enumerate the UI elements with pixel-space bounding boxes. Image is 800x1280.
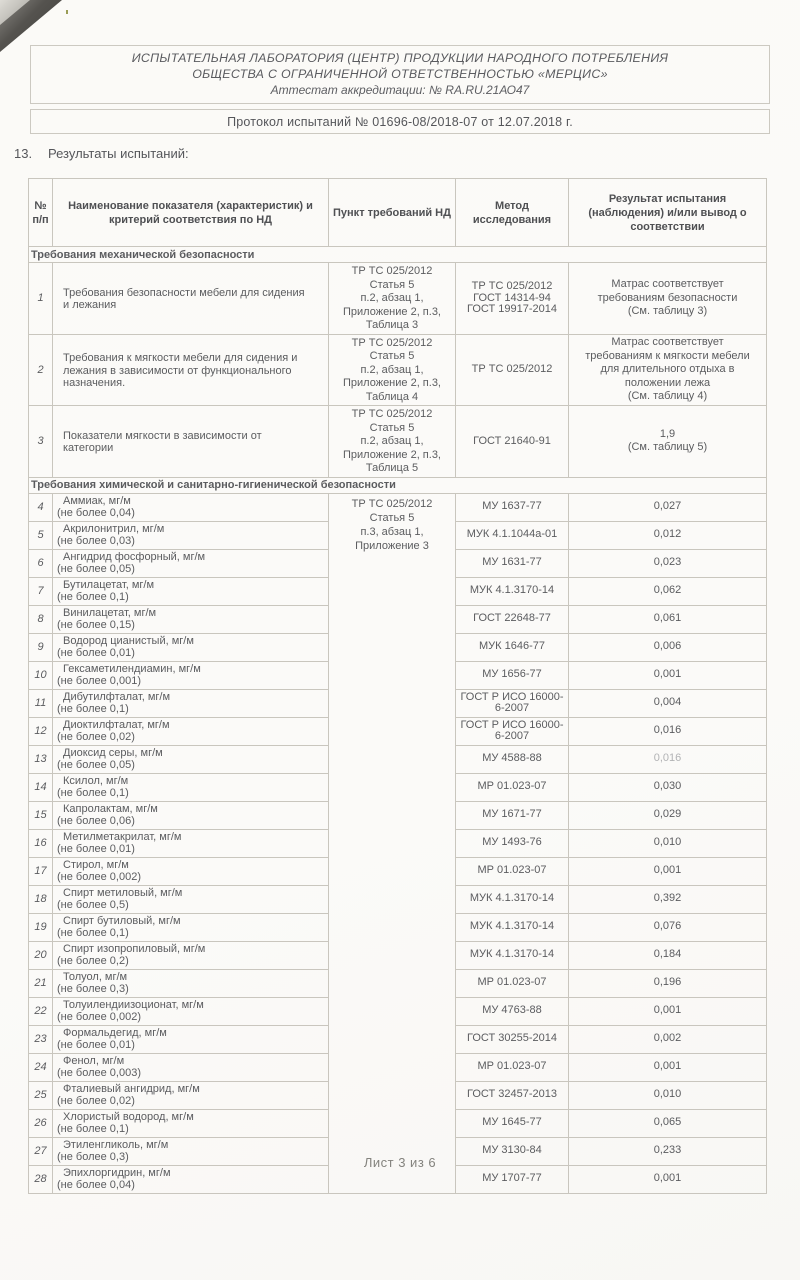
indicator-cell [53, 263, 329, 335]
result-cell: 0,184 [569, 941, 767, 969]
result-cell: 0,010 [569, 829, 767, 857]
indicator-name: Диоктилфталат, мг/м [63, 718, 170, 731]
table-row [29, 493, 767, 521]
row-number: 18 [29, 885, 53, 913]
method-cell: МУ 1645-77 [456, 1109, 569, 1137]
row-number: 6 [29, 549, 53, 577]
result-cell: 0,001 [569, 1165, 767, 1193]
indicator-cell [53, 969, 329, 997]
result-cell: 0,062 [569, 577, 767, 605]
indicator-limit: (не более 0,04) [57, 1179, 135, 1191]
indicator-limit: (не более 0,3) [57, 1151, 129, 1163]
row-number: 26 [29, 1109, 53, 1137]
indicator-cell [53, 801, 329, 829]
method-line: ГОСТ 14314-94 [473, 291, 551, 304]
result-cell: 0,023 [569, 549, 767, 577]
requirement-cell [329, 406, 456, 478]
requirement-line: Таблица 5 [365, 462, 419, 474]
method-cell: МУК 4.1.1044а-01 [456, 521, 569, 549]
result-cell [569, 406, 767, 478]
results-table-body [29, 247, 767, 1194]
result-line: требованиям к мягкости мебели [585, 349, 750, 362]
indicator-limit: (не более 0,002) [57, 871, 141, 883]
requirement-line: ТР ТС 025/2012 [351, 497, 433, 510]
section-label: Результаты испытаний: [48, 146, 189, 161]
section-number: 13. [14, 146, 33, 161]
method-line: ГОСТ 21640-91 [473, 434, 551, 447]
requirement-line: Статья 5 [369, 350, 415, 362]
method-cell: МР 01.023-07 [456, 857, 569, 885]
indicator-cell [53, 913, 329, 941]
indicator-name-line: Требования безопасности мебели для сидения [63, 286, 305, 299]
results-table-header [29, 179, 767, 247]
requirement-line: Приложение 2, п.3, [343, 305, 441, 318]
row-number: 15 [29, 801, 53, 829]
method-cell: МР 01.023-07 [456, 1053, 569, 1081]
indicator-name-line: категории [63, 442, 114, 455]
indicator-limit: (не более 0,1) [57, 703, 129, 715]
indicator-limit: (не более 0,1) [57, 1123, 129, 1135]
method-cell: МР 01.023-07 [456, 969, 569, 997]
requirement-line: Статья 5 [369, 421, 415, 434]
section-row [29, 247, 767, 263]
indicator-cell [53, 997, 329, 1025]
result-cell: 0,001 [569, 1053, 767, 1081]
indicator-name: Аммиак, мг/м [63, 494, 131, 507]
indicator-name: Спирт метиловый, мг/м [63, 886, 183, 899]
indicator-name: Ангидрид фосфорный, мг/м [63, 550, 206, 563]
row-number: 14 [29, 773, 53, 801]
requirement-cell [329, 493, 456, 1193]
result-line: (См. таблицу 3) [627, 305, 708, 317]
requirement-line: Статья 5 [369, 278, 415, 291]
method-cell: МУК 4.1.3170-14 [456, 941, 569, 969]
indicator-name: Фталиевый ангидрид, мг/м [63, 1082, 200, 1095]
indicator-limit: (не более 0,3) [57, 983, 129, 995]
result-line: (См. таблицу 5) [627, 441, 708, 454]
indicator-cell [53, 717, 329, 745]
test-results-table [28, 178, 767, 1194]
row-number: 23 [29, 1025, 53, 1053]
result-cell: 0,392 [569, 885, 767, 913]
indicator-name: Стирол, мг/м [63, 858, 129, 871]
row-number: 11 [29, 689, 53, 717]
indicator-cell [53, 941, 329, 969]
requirement-line: ТР ТС 025/2012 [351, 336, 433, 349]
indicator-cell [53, 521, 329, 549]
indicator-cell [53, 745, 329, 773]
indicator-name: Диоксид серы, мг/м [63, 746, 163, 759]
indicator-limit: (не более 0,01) [57, 843, 135, 855]
indicator-name: Толуилендиизоционат, мг/м [63, 998, 204, 1011]
method-cell [456, 263, 569, 335]
table-row [29, 334, 767, 406]
lab-name-line1: ИСПЫТАТЕЛЬНАЯ ЛАБОРАТОРИЯ (ЦЕНТР) ПРОДУКЦИИ НАРОДНОГО ПОТРЕБЛЕНИЯ [131, 51, 669, 65]
indicator-cell [53, 689, 329, 717]
indicator-name: Спирт изопропиловый, мг/м [63, 942, 206, 955]
method-cell: МУК 4.1.3170-14 [456, 577, 569, 605]
row-number: 28 [29, 1165, 53, 1193]
indicator-cell [53, 857, 329, 885]
indicator-name: Дибутилфталат, мг/м [63, 690, 171, 703]
result-cell: 0,006 [569, 633, 767, 661]
requirement-line: п.2, абзац 1, [360, 435, 424, 447]
result-line: (См. таблицу 4) [627, 390, 708, 402]
indicator-limit: (не более 0,1) [57, 591, 129, 603]
indicator-limit: (не более 0,1) [57, 787, 129, 799]
lab-name-line2: ОБЩЕСТВА С ОГРАНИЧЕННОЙ ОТВЕТСТВЕННОСТЬЮ «МЕРЦИС» [192, 67, 608, 81]
row-number: 16 [29, 829, 53, 857]
indicator-limit: (не более 0,2) [57, 955, 129, 967]
indicator-name-line: и лежания [63, 299, 117, 312]
indicator-limit: (не более 0,02) [57, 731, 135, 743]
indicator-name: Капролактам, мг/м [63, 802, 158, 815]
indicator-cell [53, 493, 329, 521]
indicator-limit: (не более 0,15) [57, 619, 135, 631]
col-header-number: № п/п [29, 179, 53, 247]
indicator-limit: (не более 0,003) [57, 1067, 141, 1079]
method-cell: МУ 1637-77 [456, 493, 569, 521]
requirement-line: п.2, абзац 1, [360, 292, 424, 304]
indicator-name: Этиленгликоль, мг/м [63, 1138, 169, 1151]
indicator-name: Хлористый водород, мг/м [63, 1110, 194, 1123]
method-cell: МУ 1656-77 [456, 661, 569, 689]
row-number: 25 [29, 1081, 53, 1109]
result-line: требованиям безопасности [597, 291, 738, 304]
indicator-cell [53, 633, 329, 661]
indicator-limit: (не более 0,01) [57, 1039, 135, 1051]
indicator-name-line: лежания в зависимости от функционального [63, 364, 292, 377]
indicator-cell [53, 1109, 329, 1137]
accreditation-line: Аттестат аккредитации: № RA.RU.21АО47 [270, 83, 530, 97]
method-cell: МУ 1707-77 [456, 1165, 569, 1193]
indicator-name-line: назначения. [63, 377, 126, 389]
indicator-cell [53, 1025, 329, 1053]
indicator-cell [53, 1081, 329, 1109]
result-cell: 0,030 [569, 773, 767, 801]
result-cell: 0,029 [569, 801, 767, 829]
requirement-cell [329, 263, 456, 335]
method-cell: ГОСТ 30255-2014 [456, 1025, 569, 1053]
result-cell: 0,010 [569, 1081, 767, 1109]
indicator-name: Формальдегид, мг/м [63, 1026, 167, 1039]
row-number: 20 [29, 941, 53, 969]
result-cell: 0,001 [569, 997, 767, 1025]
indicator-name: Толуол, мг/м [63, 970, 128, 983]
requirement-line: Таблица 4 [365, 390, 419, 403]
result-cell: 0,196 [569, 969, 767, 997]
result-cell [569, 263, 767, 335]
indicator-name: Акрилонитрил, мг/м [63, 522, 165, 535]
requirement-cell [329, 334, 456, 406]
row-number: 8 [29, 605, 53, 633]
method-cell: МУ 4763-88 [456, 997, 569, 1025]
method-cell: МУ 3130-84 [456, 1137, 569, 1165]
indicator-name: Гексаметилендиамин, мг/м [63, 662, 201, 675]
result-line: 1,9 [659, 427, 676, 440]
method-cell: ГОСТ 22648-77 [456, 605, 569, 633]
indicator-name: Фенол, мг/м [63, 1054, 125, 1067]
indicator-limit: (не более 0,002) [57, 1011, 141, 1023]
row-number: 22 [29, 997, 53, 1025]
sheet-number: Лист 3 из 6 [363, 1155, 437, 1170]
col-header-indicator: Наименование показателя (характеристик) и критерий соответствия по НД [53, 179, 329, 247]
requirement-line: п.2, абзац 1, [360, 363, 424, 376]
result-cell: 0,016 [569, 745, 767, 773]
result-cell: 0,233 [569, 1137, 767, 1165]
indicator-cell [53, 829, 329, 857]
indicator-limit: (не более 0,05) [57, 759, 135, 771]
indicator-limit: (не более 0,02) [57, 1095, 135, 1107]
requirement-line: п.3, абзац 1, [360, 525, 424, 538]
row-number: 19 [29, 913, 53, 941]
method-cell: ГОСТ 32457-2013 [456, 1081, 569, 1109]
method-cell: МУ 1493-76 [456, 829, 569, 857]
indicator-name: Эпихлоргидрин, мг/м [63, 1166, 171, 1179]
requirement-line: ТР ТС 025/2012 [351, 408, 433, 420]
row-number: 4 [29, 493, 53, 521]
indicator-name-line: Показатели мягкости в зависимости от [63, 429, 262, 442]
requirement-line: Статья 5 [369, 511, 415, 524]
indicator-cell [53, 605, 329, 633]
indicator-limit: (не более 0,5) [57, 899, 129, 911]
method-line: ТР ТС 025/2012 [471, 280, 553, 292]
protocol-number-line: Протокол испытаний № 01696-08/2018-07 от 12.07.2018 г. [227, 114, 573, 129]
indicator-name: Ксилол, мг/м [63, 774, 129, 787]
scan-speck [66, 10, 68, 14]
indicator-name: Спирт бутиловый, мг/м [63, 914, 181, 927]
protocol-header-box [30, 109, 770, 134]
section-title: Требования механической безопасности [29, 247, 767, 263]
table-row [29, 263, 767, 335]
indicator-name-line: Требования к мягкости мебели для сидения и [63, 352, 298, 364]
method-cell: МУК 4.1.3170-14 [456, 885, 569, 913]
row-number: 21 [29, 969, 53, 997]
method-cell: МУ 4588-88 [456, 745, 569, 773]
method-cell: ГОСТ Р ИСО 16000-6-2007 [456, 717, 569, 745]
row-number: 10 [29, 661, 53, 689]
indicator-cell [53, 549, 329, 577]
indicator-limit: (не более 0,05) [57, 563, 135, 575]
method-cell: МУ 1631-77 [456, 549, 569, 577]
result-cell: 0,076 [569, 913, 767, 941]
row-number: 2 [29, 334, 53, 406]
table-row [29, 406, 767, 478]
lab-header-box [30, 45, 770, 104]
indicator-cell [53, 661, 329, 689]
result-cell: 0,002 [569, 1025, 767, 1053]
result-line: для длительного отдыха в [600, 363, 735, 375]
result-cell: 0,016 [569, 717, 767, 745]
result-cell: 0,065 [569, 1109, 767, 1137]
col-header-result: Результат испытания (наблюдения) и/или вывод о соответствии [569, 179, 767, 247]
indicator-cell [53, 773, 329, 801]
indicator-cell [53, 885, 329, 913]
result-cell: 0,001 [569, 857, 767, 885]
indicator-limit: (не более 0,01) [57, 647, 135, 659]
indicator-limit: (не более 0,03) [57, 535, 135, 547]
indicator-cell [53, 334, 329, 406]
row-number: 5 [29, 521, 53, 549]
indicator-name: Бутилацетат, мг/м [63, 578, 155, 591]
result-line: Матрас соответствует [611, 278, 724, 290]
requirement-line: Приложение 2, п.3, [343, 377, 441, 389]
requirement-line: Приложение 3 [355, 539, 429, 552]
row-number: 9 [29, 633, 53, 661]
result-cell: 0,001 [569, 661, 767, 689]
indicator-cell [53, 577, 329, 605]
row-number: 3 [29, 406, 53, 478]
method-line: ГОСТ 19917-2014 [467, 303, 557, 315]
indicator-name: Водород цианистый, мг/м [63, 634, 194, 647]
method-cell: МР 01.023-07 [456, 773, 569, 801]
method-cell: МУК 1646-77 [456, 633, 569, 661]
method-cell [456, 334, 569, 406]
method-cell [456, 406, 569, 478]
col-header-method: Метод исследования [456, 179, 569, 247]
method-cell: МУК 4.1.3170-14 [456, 913, 569, 941]
method-cell: ГОСТ Р ИСО 16000-6-2007 [456, 689, 569, 717]
result-cell: 0,027 [569, 493, 767, 521]
result-cell: 0,004 [569, 689, 767, 717]
row-number: 1 [29, 263, 53, 335]
method-cell: МУ 1671-77 [456, 801, 569, 829]
row-number: 17 [29, 857, 53, 885]
row-number: 24 [29, 1053, 53, 1081]
section-title: Требования химической и санитарно-гигиенической безопасности [29, 477, 767, 493]
indicator-limit: (не более 0,1) [57, 927, 129, 939]
row-number: 12 [29, 717, 53, 745]
indicator-name: Метилметакрилат, мг/м [63, 830, 182, 843]
indicator-cell [53, 1053, 329, 1081]
result-line: положении лежа [624, 376, 711, 389]
result-cell: 0,012 [569, 521, 767, 549]
indicator-limit: (не более 0,04) [57, 507, 135, 519]
indicator-limit: (не более 0,06) [57, 815, 135, 827]
row-number: 7 [29, 577, 53, 605]
results-section-heading [14, 146, 189, 161]
row-number: 13 [29, 745, 53, 773]
col-header-requirement: Пункт требований НД [329, 179, 456, 247]
requirement-line: Приложение 2, п.3, [343, 448, 441, 461]
result-cell [569, 334, 767, 406]
indicator-limit: (не более 0,001) [57, 675, 141, 687]
indicator-cell [53, 406, 329, 478]
requirement-line: Таблица 3 [365, 319, 419, 331]
section-row [29, 477, 767, 493]
row-number: 27 [29, 1137, 53, 1165]
result-line: Матрас соответствует [611, 336, 724, 348]
requirement-line: ТР ТС 025/2012 [351, 265, 433, 277]
indicator-name: Винилацетат, мг/м [63, 606, 157, 619]
method-line: ТР ТС 025/2012 [471, 363, 553, 375]
result-cell: 0,061 [569, 605, 767, 633]
